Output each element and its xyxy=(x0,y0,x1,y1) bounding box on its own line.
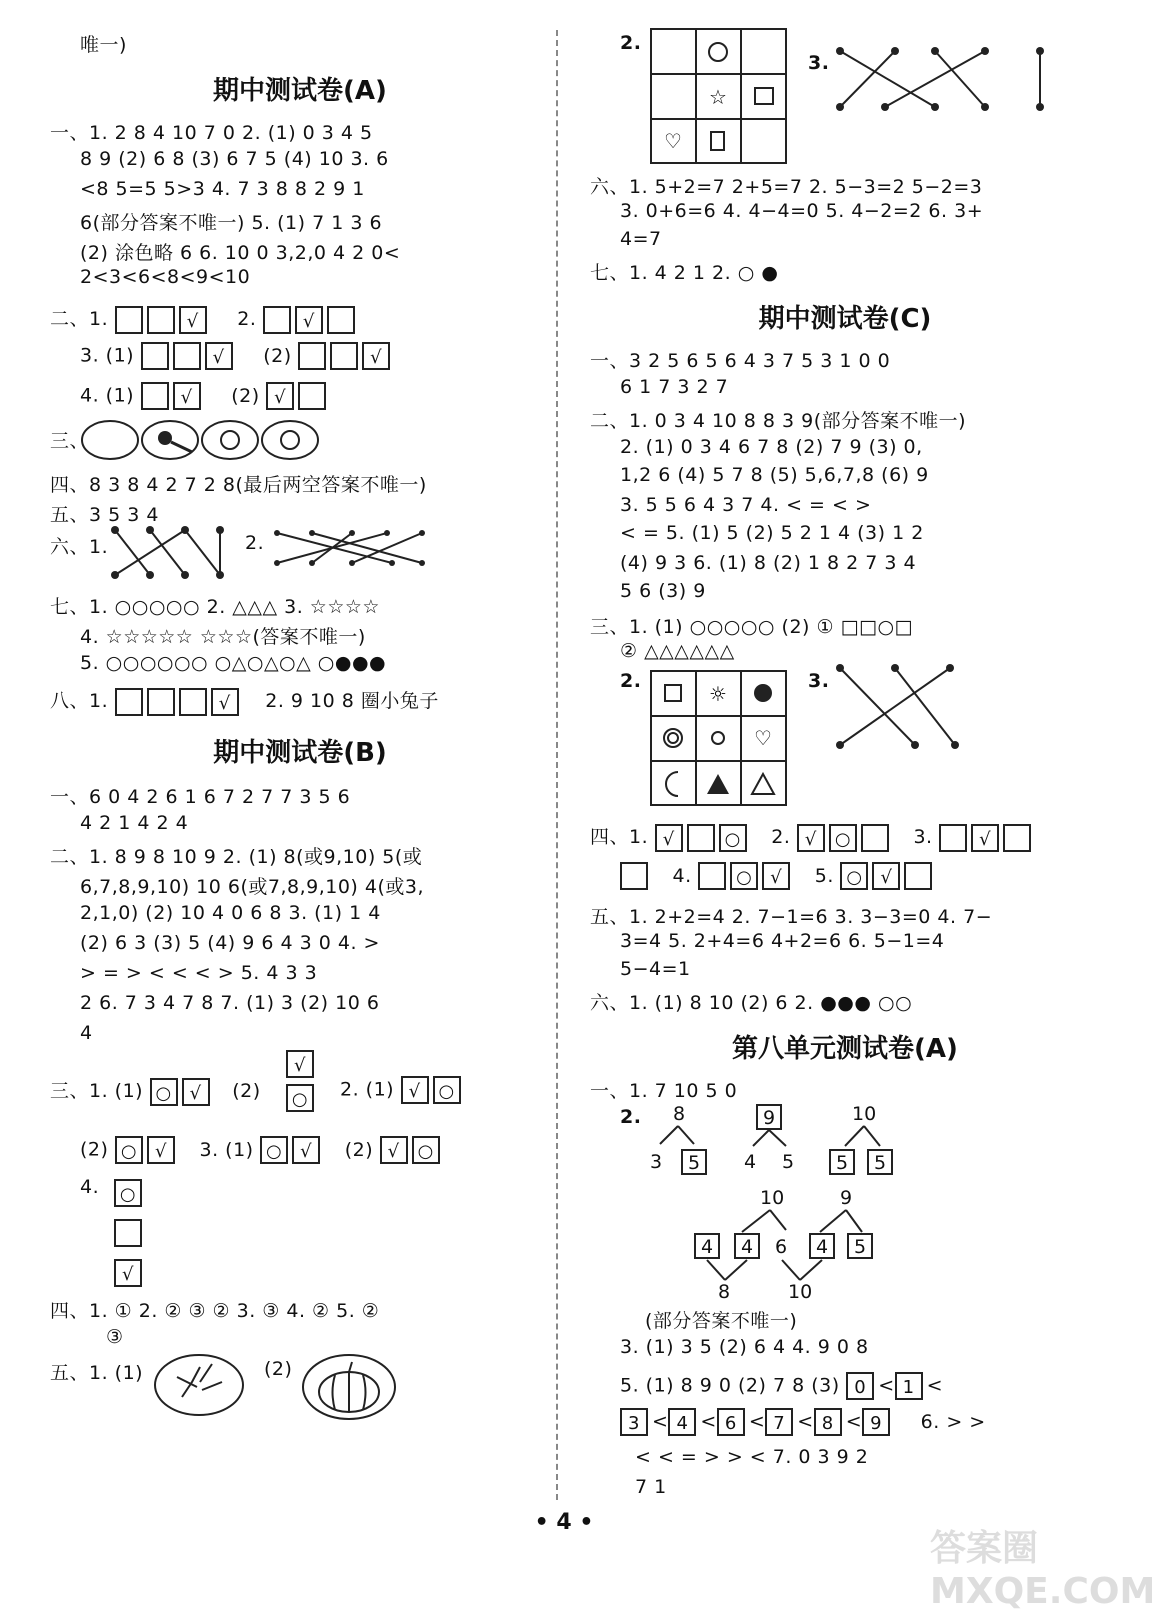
b-line-7: > = > < < < > 5. 4 3 3 xyxy=(80,962,318,984)
matching-lines-3 xyxy=(835,45,1045,115)
a-liu-2: 2. xyxy=(245,532,265,554)
answer-box xyxy=(298,382,326,410)
answer-box-circle: ○ xyxy=(433,1076,461,1104)
b-line-4: 6,7,8,9,10) 10 6(或7,8,9,10) 4(或3, xyxy=(80,876,424,898)
answer-box xyxy=(298,342,326,370)
box-group xyxy=(797,824,893,852)
tree2-right: 5 xyxy=(782,1151,795,1173)
b-san-2: 2. (1) xyxy=(340,1078,395,1101)
box-group xyxy=(141,342,237,370)
tree1-right: 5 xyxy=(688,1152,701,1174)
b-wu: 五、1. (1) xyxy=(50,1362,144,1384)
seq-box: 8 xyxy=(814,1408,842,1436)
a-er-row-3 xyxy=(80,342,394,370)
e-line-1: 一、1. 7 10 5 0 xyxy=(590,1080,738,1102)
answer-box-circle: ○ xyxy=(114,1179,142,1207)
a-si: 四、8 3 8 4 2 7 2 8(最后两空答案不唯一) xyxy=(50,474,427,496)
grid-3x3-c xyxy=(650,670,790,810)
title-unit8-a: 第八单元测试卷(A) xyxy=(732,1034,958,1064)
a-line-5: (2) 涂色略 6 6. 10 0 3,2,0 4 2 0< xyxy=(80,242,401,264)
answer-box xyxy=(1003,824,1031,852)
a-er-2: 2. xyxy=(237,308,257,330)
e-line-4: 5. (1) 8 9 0 (2) 7 8 (3) 0 < 1 < xyxy=(620,1372,943,1400)
e-line-5: 3 < 4 < 6 < 7 < 8 < 9 6. > > xyxy=(620,1408,986,1436)
e-6: 6. > > xyxy=(920,1410,986,1433)
moon-icon xyxy=(666,772,678,796)
tree5-a: 4 xyxy=(816,1236,829,1258)
cabbage-picture-icon xyxy=(202,421,258,459)
tree4-b: 4 xyxy=(741,1236,754,1258)
answer-box xyxy=(698,862,726,890)
box-group xyxy=(115,688,243,716)
c-liu: 六、1. (1) 8 10 (2) 6 2. ●●● ○○ xyxy=(590,992,913,1014)
answer-box xyxy=(330,342,358,370)
box-group xyxy=(655,824,751,852)
b-line-3: 二、1. 8 9 8 10 9 2. (1) 8(或9,10) 5(或 xyxy=(50,846,423,868)
a-ba-label: 八、1. xyxy=(50,690,109,712)
a-line-2: 8 9 (2) 6 8 (3) 6 7 5 (4) 10 3. 6 xyxy=(80,148,389,170)
tree4-a: 4 xyxy=(701,1236,714,1258)
b-san-row-1 xyxy=(50,1076,261,1106)
a-ba-row xyxy=(50,686,439,716)
title-midterm-c: 期中测试卷(C) xyxy=(758,304,932,334)
b-line-6: (2) 6 3 (3) 5 (4) 9 6 4 3 0 4. > xyxy=(80,932,380,954)
b-san-5: (2) xyxy=(344,1138,374,1161)
a-er-row-4 xyxy=(80,382,330,410)
box-group xyxy=(263,306,359,334)
e-2-label: 2. xyxy=(620,1106,642,1128)
answer-box-circle: ○ xyxy=(719,824,747,852)
answer-box xyxy=(147,688,175,716)
box-group xyxy=(620,862,652,890)
double-circle-icon xyxy=(664,729,682,747)
seq-box: 4 xyxy=(668,1408,696,1436)
a-er-label: 二、1. xyxy=(50,308,109,330)
answer-box-checked: √ xyxy=(286,1050,314,1078)
matching-lines-4 xyxy=(835,660,965,755)
box-group xyxy=(401,1076,465,1104)
bird-picture-icon xyxy=(82,421,138,459)
seq-box: 3 xyxy=(620,1408,648,1436)
answer-box-checked: √ xyxy=(147,1136,175,1164)
triangle-icon xyxy=(752,774,774,794)
box-group xyxy=(115,1136,179,1164)
r-3-label: 3. xyxy=(808,52,830,74)
b-si-1: 四、1. ① 2. ② ③ ② 3. ③ 4. ② 5. ② xyxy=(50,1300,380,1322)
title-midterm-a: 期中测试卷(A) xyxy=(213,76,387,106)
box-group xyxy=(298,342,394,370)
b-wu-2: (2) xyxy=(264,1358,293,1380)
tree4-mid: 6 xyxy=(775,1236,788,1258)
a-qi-2: 4. ☆☆☆☆☆ ☆☆☆(答案不唯一) xyxy=(80,626,366,648)
box-group xyxy=(380,1136,444,1164)
column-divider xyxy=(556,30,558,1500)
tree4-top: 10 xyxy=(760,1187,785,1209)
answer-box-circle: ○ xyxy=(150,1078,178,1106)
c-line-2: 6 1 7 3 2 7 xyxy=(620,376,729,398)
tree1-top: 8 xyxy=(673,1103,686,1125)
answer-box xyxy=(620,862,648,890)
c-line-6: 3. 5 5 6 4 3 7 4. < = < > xyxy=(620,494,872,516)
tree5-bottom: 10 xyxy=(788,1281,813,1303)
c-line-8: (4) 9 3 6. (1) 8 (2) 1 8 2 7 3 4 xyxy=(620,552,917,574)
sun-icon: ☼ xyxy=(709,682,727,706)
tree3-left: 5 xyxy=(836,1152,849,1174)
r-qi: 七、1. 4 2 1 2. ○ ● xyxy=(590,262,779,284)
answer-box-circle: ○ xyxy=(115,1136,143,1164)
answer-box-circle: ○ xyxy=(840,862,868,890)
square-icon xyxy=(755,88,773,104)
answer-box-checked: √ xyxy=(362,342,390,370)
c-line-3: 二、1. 0 3 4 10 8 8 3 9(部分答案不唯一) xyxy=(590,410,967,432)
seq-box: 9 xyxy=(862,1408,890,1436)
circled-pictures xyxy=(80,418,380,468)
a-line-4: 6(部分答案不唯一) 5. (1) 7 1 3 6 xyxy=(80,212,383,234)
b-san-3: (2) xyxy=(80,1138,109,1161)
tree3-right: 5 xyxy=(874,1152,887,1174)
c-line-4: 2. (1) 0 3 4 6 7 8 (2) 7 9 (3) 0, xyxy=(620,436,923,458)
c-si-row-2 xyxy=(620,862,936,890)
e-line-8: 7 1 xyxy=(635,1476,667,1498)
c-2-label: 2. xyxy=(620,670,642,692)
answer-box xyxy=(939,824,967,852)
rectangle-icon xyxy=(711,132,724,150)
a-er-row-1 xyxy=(50,304,359,334)
answer-box xyxy=(173,342,201,370)
box-group xyxy=(115,306,211,334)
answer-box-checked: √ xyxy=(971,824,999,852)
grid-3x3-a xyxy=(650,28,790,166)
box-group xyxy=(150,1078,214,1106)
box-group xyxy=(840,862,936,890)
a-qi-1: 七、1. ○○○○○ 2. △△△ 3. ☆☆☆☆ xyxy=(50,596,380,618)
heart-icon: ♡ xyxy=(754,726,772,750)
answer-box xyxy=(904,862,932,890)
small-circle-icon xyxy=(712,732,724,744)
tree5-top: 9 xyxy=(840,1187,853,1209)
a-line-3: <8 5=5 5>3 4. 7 3 8 8 2 9 1 xyxy=(80,178,365,200)
box-group xyxy=(141,382,205,410)
pumpkin-picture-icon xyxy=(300,1352,398,1422)
peach-picture-icon xyxy=(262,421,318,459)
answer-box-circle: ○ xyxy=(412,1136,440,1164)
b-san-1: 三、1. (1) xyxy=(50,1080,144,1102)
c-line-9: 5 6 (3) 9 xyxy=(620,580,706,602)
answer-box xyxy=(263,306,291,334)
answer-box xyxy=(114,1219,142,1247)
answer-box-checked: √ xyxy=(211,688,239,716)
b-san-4: 3. (1) xyxy=(199,1138,254,1161)
matching-lines-1 xyxy=(110,525,230,585)
a-wu: 五、3 5 3 4 xyxy=(50,504,159,526)
answer-box-circle: ○ xyxy=(730,862,758,890)
b-line-5: 2,1,0) (2) 10 4 0 6 8 3. (1) 1 4 xyxy=(80,902,381,924)
answer-box-checked: √ xyxy=(179,306,207,334)
b-san-row-3 xyxy=(80,1136,444,1164)
answer-box-checked: √ xyxy=(173,382,201,410)
answer-box-checked: √ xyxy=(266,382,294,410)
b-san-6: 4. xyxy=(80,1176,100,1198)
c-si-row-1 xyxy=(590,822,1035,852)
top-fragment: 唯一) xyxy=(80,34,127,56)
b-line-8: 2 6. 7 3 4 7 8 7. (1) 3 (2) 10 6 xyxy=(80,992,380,1014)
a-liu-label: 六、1. xyxy=(50,536,109,558)
answer-box xyxy=(141,342,169,370)
answer-box-checked: √ xyxy=(762,862,790,890)
a-qi-3: 5. ○○○○○○ ○△○△○△ ○●●● xyxy=(80,652,387,674)
answer-box-circle: ○ xyxy=(829,824,857,852)
seq-box: 6 xyxy=(717,1408,745,1436)
c-line-11: ② △△△△△△ xyxy=(620,640,735,662)
c-si-2: 2. xyxy=(771,826,791,848)
answer-box-checked: √ xyxy=(205,342,233,370)
a-ba-2: 2. 9 10 8 圈小兔子 xyxy=(265,690,439,712)
a-line-1: 一、1. 2 8 4 10 7 0 2. (1) 0 3 4 5 xyxy=(50,122,373,144)
c-wu-3: 5−4=1 xyxy=(620,958,691,980)
answer-box-checked: √ xyxy=(872,862,900,890)
seq-box: 0 xyxy=(846,1372,874,1400)
answer-box-checked: √ xyxy=(401,1076,429,1104)
box-group xyxy=(698,862,794,890)
filled-triangle-icon xyxy=(707,774,729,794)
title-midterm-b: 期中测试卷(B) xyxy=(213,738,387,768)
c-si-5: 5. xyxy=(814,864,834,887)
watermark: 答案圈 MXQE.COM xyxy=(930,1528,1155,1612)
seq-box: 7 xyxy=(765,1408,793,1436)
a-line-6: 2<3<6<8<9<10 xyxy=(80,266,251,288)
number-trees xyxy=(640,1100,970,1303)
answer-box-checked: √ xyxy=(380,1136,408,1164)
tree5-b: 5 xyxy=(854,1236,867,1258)
answer-box xyxy=(687,824,715,852)
a-er-4: 4. (1) xyxy=(80,384,135,407)
c-3-label: 3. xyxy=(808,670,830,692)
c-si-4: 4. xyxy=(672,864,692,887)
b-line-9: 4 xyxy=(80,1022,93,1044)
a-er-3b: (2) xyxy=(263,344,292,367)
answer-box-checked: √ xyxy=(182,1078,210,1106)
e-line-3: 3. (1) 3 5 (2) 6 4 4. 9 0 8 xyxy=(620,1336,869,1358)
seq-box: 1 xyxy=(895,1372,923,1400)
b-san-1b: (2) xyxy=(232,1080,261,1102)
a-san-label: 三、 xyxy=(50,430,90,452)
tree2-left: 4 xyxy=(744,1151,757,1173)
square-icon xyxy=(665,685,681,701)
b-san-vertical xyxy=(286,1050,318,1112)
b-san-6-boxes xyxy=(114,1172,146,1292)
b-san-row-2 xyxy=(340,1076,465,1104)
answer-box-checked: √ xyxy=(655,824,683,852)
answer-box-circle: ○ xyxy=(260,1136,288,1164)
answer-box-checked: √ xyxy=(292,1136,320,1164)
b-line-2: 4 2 1 4 2 4 xyxy=(80,812,189,834)
answer-box-checked: √ xyxy=(797,824,825,852)
matching-lines-2 xyxy=(272,525,432,570)
tree4-bottom: 8 xyxy=(718,1281,731,1303)
c-line-5: 1,2 6 (4) 5 7 8 (5) 5,6,7,8 (6) 9 xyxy=(620,464,929,486)
box-group xyxy=(266,382,330,410)
r-liu-1: 六、1. 5+2=7 2+5=7 2. 5−3=2 5−2=3 xyxy=(590,176,983,198)
c-si-3: 3. xyxy=(913,826,933,848)
answer-box xyxy=(141,382,169,410)
page-number: • 4 • xyxy=(534,1510,594,1535)
filled-circle-icon xyxy=(754,684,772,702)
star-icon: ☆ xyxy=(709,85,727,109)
lobster-picture-icon xyxy=(152,1352,247,1418)
c-line-7: < = 5. (1) 5 (2) 5 2 1 4 (3) 1 2 xyxy=(620,522,924,544)
tree1-left: 3 xyxy=(650,1151,663,1173)
b-line-1: 一、6 0 4 2 6 1 6 7 2 7 7 3 5 6 xyxy=(50,786,351,808)
b-si-2: ③ xyxy=(106,1326,124,1348)
answer-box-checked: √ xyxy=(114,1259,142,1287)
r-liu-2: 3. 0+6=6 4. 4−4=0 5. 4−2=2 6. 3+ xyxy=(620,200,984,222)
answer-box xyxy=(179,688,207,716)
answer-box xyxy=(115,688,143,716)
heart-icon: ♡ xyxy=(664,129,682,153)
answer-box-circle: ○ xyxy=(286,1084,314,1112)
circle-icon xyxy=(709,43,727,61)
c-si-1: 四、1. xyxy=(590,826,649,848)
c-line-1: 一、3 2 5 6 5 6 4 3 7 5 3 1 0 0 xyxy=(590,350,891,372)
c-wu-2: 3=4 5. 2+4=6 4+2=6 6. 5−1=4 xyxy=(620,930,945,952)
box-group xyxy=(939,824,1035,852)
e-4-text: 5. (1) 8 9 0 (2) 7 8 (3) xyxy=(620,1374,840,1397)
r-liu-3: 4=7 xyxy=(620,228,662,250)
answer-box xyxy=(115,306,143,334)
tree2-top: 9 xyxy=(763,1107,776,1129)
c-wu-1: 五、1. 2+2=4 2. 7−1=6 3. 3−3=0 4. 7− xyxy=(590,906,993,928)
tree3-top: 10 xyxy=(852,1103,877,1125)
r-2-label: 2. xyxy=(620,32,642,54)
a-er-4b: (2) xyxy=(231,384,260,407)
c-line-10: 三、1. (1) ○○○○○ (2) ① □□○□ xyxy=(590,616,914,638)
a-er-3: 3. (1) xyxy=(80,344,135,367)
box-group xyxy=(260,1136,324,1164)
answer-box xyxy=(327,306,355,334)
e-line-7: < < = > > < 7. 0 3 9 2 xyxy=(635,1446,869,1468)
e-note: (部分答案不唯一) xyxy=(645,1310,798,1332)
answer-box xyxy=(861,824,889,852)
answer-box-checked: √ xyxy=(295,306,323,334)
answer-box xyxy=(147,306,175,334)
